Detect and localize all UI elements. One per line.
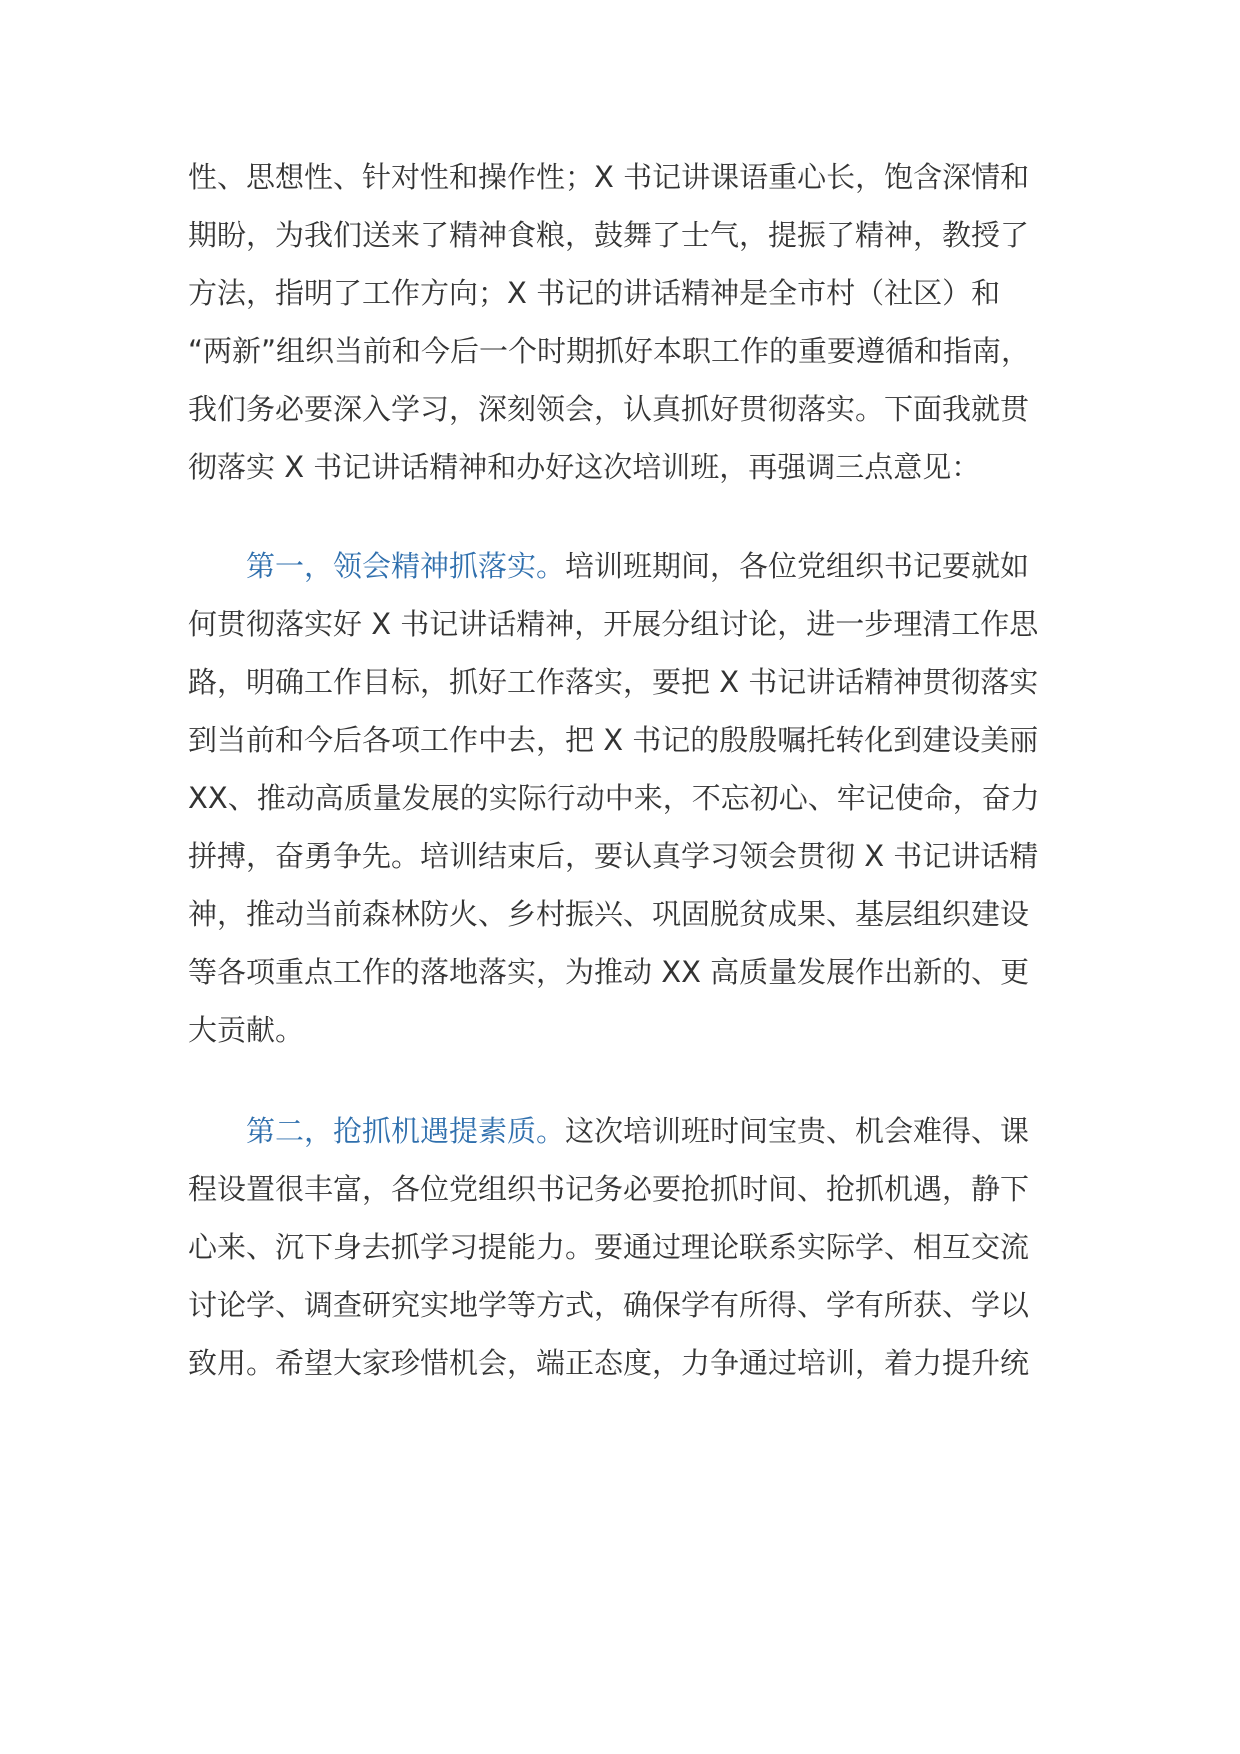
paragraph-2-first-line	[246, 533, 1029, 599]
paragraph-3-line-2: 程设置很丰富，各位党组织书记务必要抢抓时间、抢抓机遇，静下	[188, 1172, 1030, 1206]
paragraph-2-line-5: XX、推动高质量发展的实际行动中来，不忘初心、牢记使命，奋力	[188, 781, 1040, 815]
paragraph-3-line-3: 心来、沉下身去抓学习提能力。要通过理论联系实际学、相互交流	[188, 1230, 1030, 1264]
paragraph-1-line-5: 我们务必要深入学习，深刻领会，认真抓好贯彻落实。下面我就贯	[188, 392, 1030, 426]
paragraph-3-first-line-text: 这次培训班时间宝贵、机会难得、课	[565, 1114, 1030, 1148]
paragraph-1-line-4: “两新”组织当前和今后一个时期抓好本职工作的重要遵循和指南，	[188, 334, 1031, 368]
paragraph-3-line-4: 讨论学、调查研究实地学等方式，确保学有所得、学有所获、学以	[188, 1288, 1030, 1322]
paragraph-2-line-7: 神，推动当前森林防火、乡村振兴、巩固脱贫成果、基层组织建设	[188, 897, 1030, 931]
paragraph-1-line-1: 性、思想性、针对性和操作性；X 书记讲课语重心长，饱含深情和	[188, 160, 1030, 194]
paragraph-3-first-line	[246, 1098, 1029, 1164]
paragraph-2-line-6: 拼搏，奋勇争先。培训结束后，要认真学习领会贯彻 X 书记讲话精	[188, 839, 1039, 873]
paragraph-2-first-line-text: 培训班期间，各位党组织书记要就如	[565, 549, 1030, 583]
paragraph-2-line-2: 何贯彻落实好 X 书记讲话精神，开展分组讨论，进一步理清工作思	[188, 607, 1039, 641]
paragraph-2-line-3: 路，明确工作目标，抓好工作落实，要把 X 书记讲话精神贯彻落实	[188, 665, 1039, 699]
section-heading-first: 第一，领会精神抓落实。	[246, 549, 566, 583]
paragraph-1-line-6: 彻落实 X 书记讲话精神和办好这次培训班，再强调三点意见：	[188, 450, 981, 484]
paragraph-1-line-3: 方法，指明了工作方向；X 书记的讲话精神是全市村（社区）和	[188, 276, 1001, 310]
paragraph-2-line-4: 到当前和今后各项工作中去，把 X 书记的殷殷嘱托转化到建设美丽	[188, 723, 1039, 757]
paragraph-2-line-8: 等各项重点工作的落地落实，为推动 XX 高质量发展作出新的、更	[188, 955, 1030, 989]
section-heading-second: 第二，抢抓机遇提素质。	[246, 1114, 566, 1148]
paragraph-3-line-5: 致用。希望大家珍惜机会，端正态度，力争通过培训，着力提升统	[188, 1346, 1030, 1380]
paragraph-1-line-2: 期盼，为我们送来了精神食粮，鼓舞了士气，提振了精神，教授了	[188, 218, 1030, 252]
paragraph-2-line-9: 大贡献。	[188, 1013, 305, 1047]
